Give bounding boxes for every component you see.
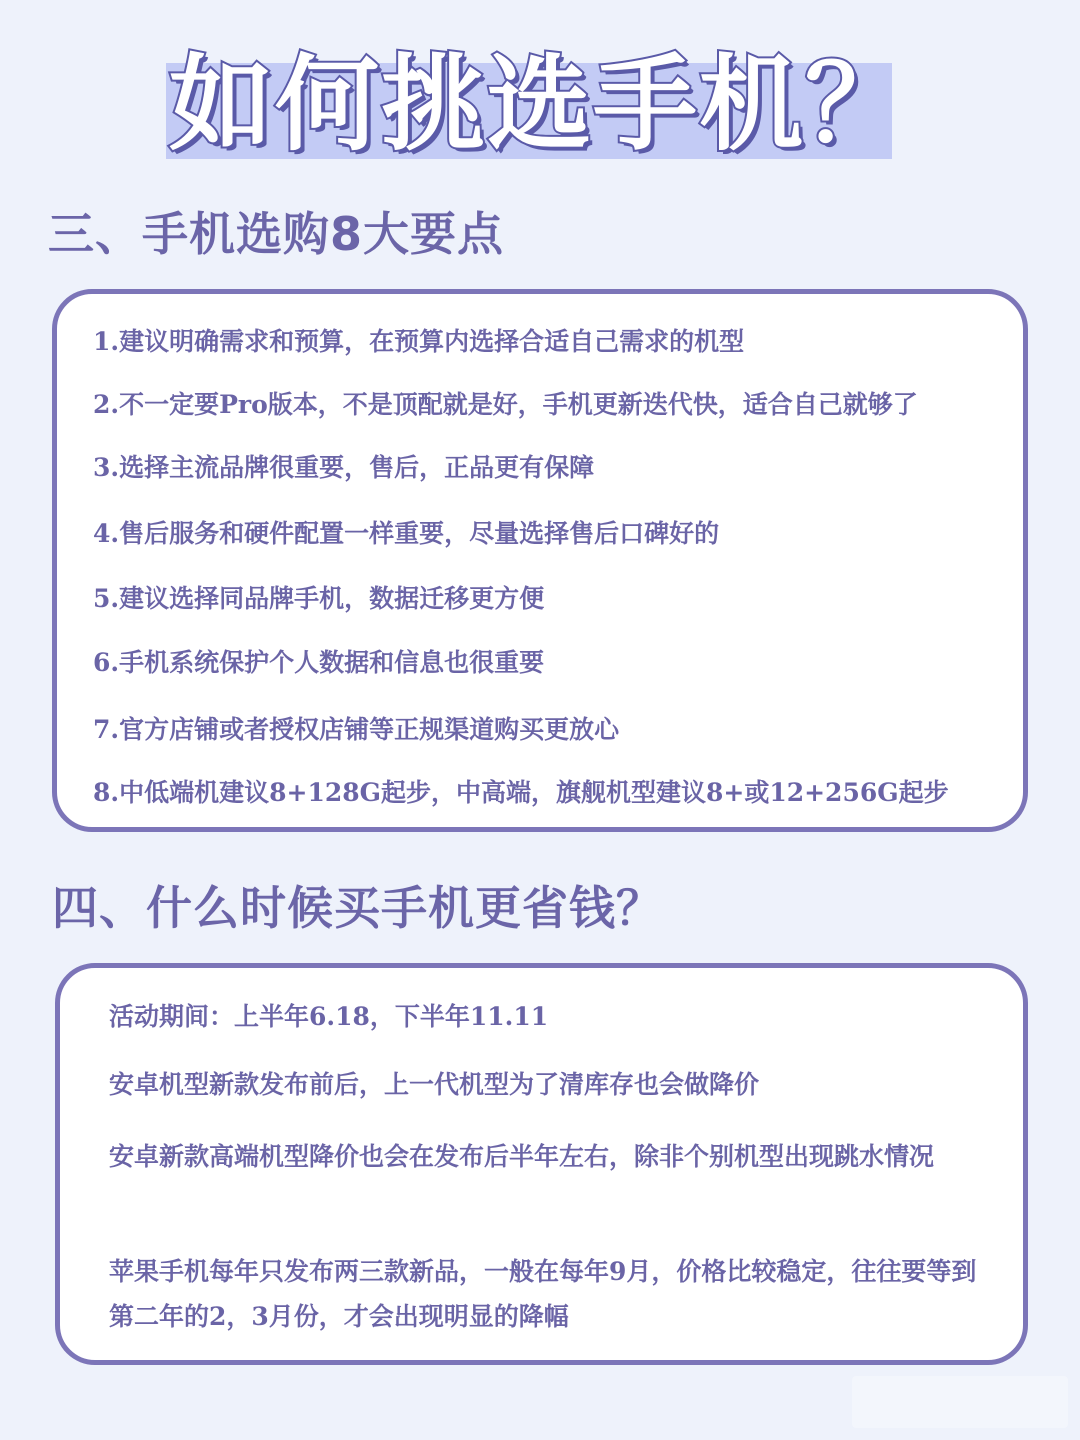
tip-item-3: 3.选择主流品牌很重要，售后，正品更有保障 — [93, 453, 595, 482]
saving-item-3: 安卓新款高端机型降价也会在发布后半年左右，除非个别机型出现跳水情况 — [109, 1142, 935, 1171]
saving-item-4: 苹果手机每年只发布两三款新品，一般在每年9月，价格比较稳定，往往要等到第二年的2，3月份，才会出现明显的降幅 — [109, 1257, 977, 1331]
section-heading-tips: 三、手机选购8大要点 — [48, 207, 505, 261]
page-title: 如何挑选手机？ — [168, 43, 911, 165]
section-heading-savings: 四、什么时候买手机更省钱？ — [52, 881, 663, 935]
tip-item-2: 2.不一定要Pro版本，不是顶配就是好，手机更新迭代快，适合自己就够了 — [93, 390, 918, 419]
tip-item-5: 5.建议选择同品牌手机，数据迁移更方便 — [93, 584, 545, 613]
tip-item-6: 6.手机系统保护个人数据和信息也很重要 — [93, 648, 545, 677]
tip-item-7: 7.官方店铺或者授权店铺等正规渠道购买更放心 — [93, 715, 620, 744]
savings-card — [55, 963, 1028, 1365]
tips-card — [52, 289, 1028, 832]
saving-item-2: 安卓机型新款发布前后，上一代机型为了清库存也会做降价 — [109, 1070, 760, 1099]
tip-item-8: 8.中低端机建议8+128G起步，中高端，旗舰机型建议8+或12+256G起步 — [93, 778, 949, 807]
tip-item-4: 4.售后服务和硬件配置一样重要，尽量选择售后口碑好的 — [93, 519, 720, 548]
saving-item-1: 活动期间：上半年6.18，下半年11.11 — [109, 1002, 549, 1031]
tip-item-1: 1.建议明确需求和预算，在预算内选择合适自己需求的机型 — [93, 327, 745, 356]
watermark-area — [852, 1376, 1068, 1428]
